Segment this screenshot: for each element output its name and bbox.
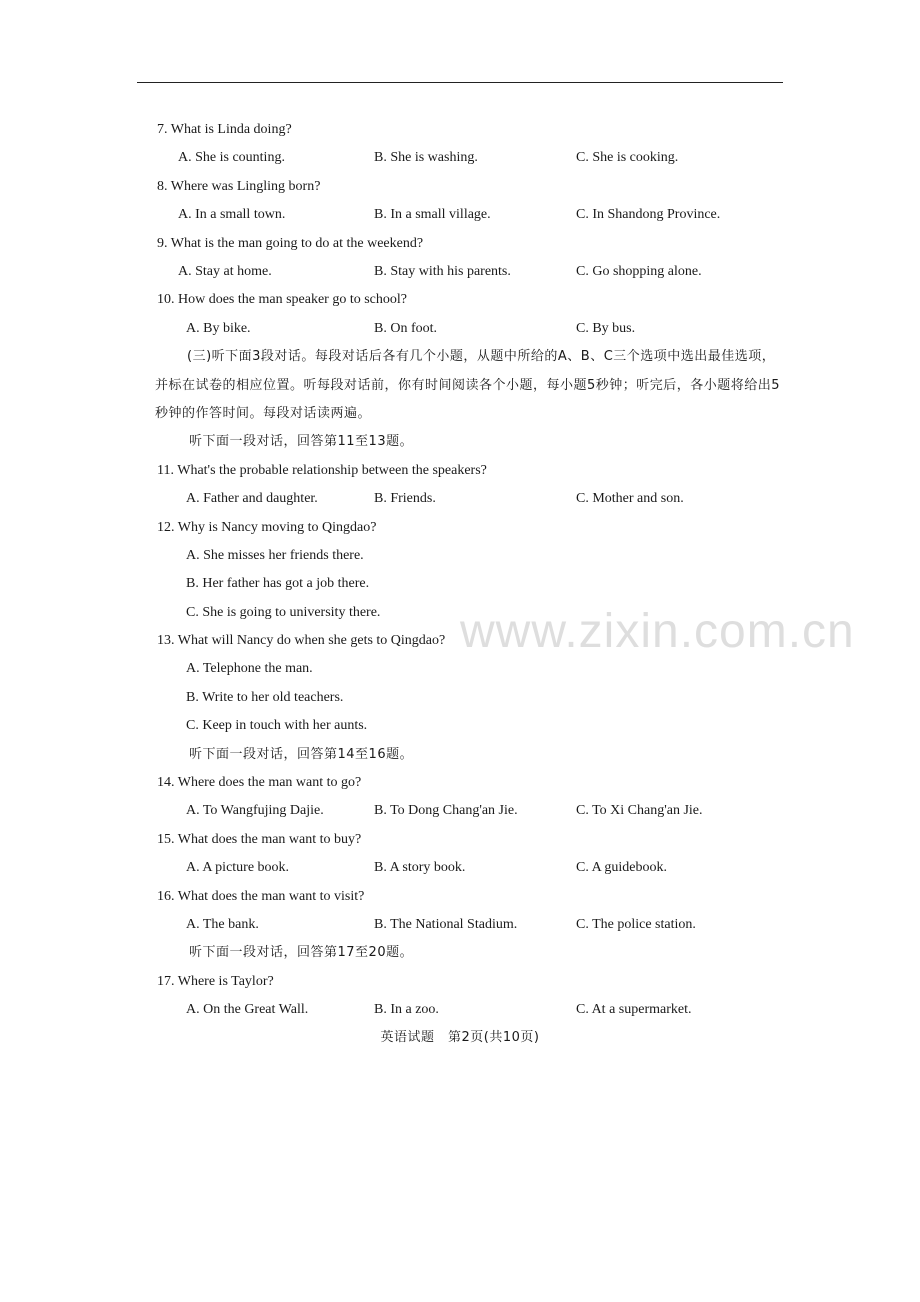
options-9 xyxy=(157,258,783,286)
option-c: C. She is cooking. xyxy=(576,150,679,166)
options-10 xyxy=(157,315,783,343)
option-b: B. Her father has got a job there. xyxy=(186,576,370,592)
option-b: B. Write to her old teachers. xyxy=(186,689,344,705)
option-c: C. She is going to university there. xyxy=(186,604,381,620)
option-a: A. On the Great Wall. xyxy=(186,1002,309,1018)
dialogue-instruction-2: 听下面一段对话，回答第14至16题。 xyxy=(189,746,414,762)
question-8: 8. Where was Lingling born? xyxy=(157,178,321,194)
option-c: C. Keep in touch with her aunts. xyxy=(186,718,368,734)
watermark: www.zixin.com.cn xyxy=(460,605,855,658)
option-b: B. In a zoo. xyxy=(374,1002,439,1018)
top-rule xyxy=(137,82,783,83)
question-10: 10. How does the man speaker go to school? xyxy=(157,292,407,308)
option-a: A. The bank. xyxy=(186,916,259,932)
option-c: C. To Xi Chang'an Jie. xyxy=(576,803,703,819)
section-3-instructions: (三)听下面3段对话。每段对话后各有几个小题，从题中所给的A、B、C三个选项中选出最佳选项，并标在试卷的相应位置。听每段对话前，你有时间阅读各个小题，每小题5秒钟；听完后，各小题将给出5秒钟的作答时间。每段对话读两遍。 xyxy=(155,349,781,421)
dialogue-instruction-1: 听下面一段对话，回答第11至13题。 xyxy=(189,434,414,450)
option-a: A. Stay at home. xyxy=(178,263,272,279)
dialogue-instruction-3: 听下面一段对话，回答第17至20题。 xyxy=(189,945,414,961)
page-footer: 英语试题 第2页(共10页) xyxy=(380,1030,540,1045)
option-c: C. A guidebook. xyxy=(576,860,668,876)
option-a: A. Father and daughter. xyxy=(186,491,318,507)
option-a: A. By bike. xyxy=(186,320,251,336)
options-8 xyxy=(157,201,783,229)
question-15: 15. What does the man want to buy? xyxy=(157,831,362,847)
exam-page-content xyxy=(157,116,783,1025)
option-a: A. To Wangfujing Dajie. xyxy=(186,803,324,819)
option-c: C. The police station. xyxy=(576,916,696,932)
option-b: B. In a small village. xyxy=(374,207,491,223)
question-12: 12. Why is Nancy moving to Qingdao? xyxy=(157,519,377,535)
option-c: C. In Shandong Province. xyxy=(576,207,721,223)
question-16: 16. What does the man want to visit? xyxy=(157,888,365,904)
question-14: 14. Where does the man want to go? xyxy=(157,775,362,791)
option-a: A. In a small town. xyxy=(178,207,286,223)
option-b: B. Stay with his parents. xyxy=(374,263,511,279)
question-17: 17. Where is Taylor? xyxy=(157,973,274,989)
question-13: 13. What will Nancy do when she gets to Qingdao? xyxy=(157,633,446,649)
option-b: B. On foot. xyxy=(374,320,437,336)
question-11: 11. What's the probable relationship between the speakers? xyxy=(157,462,487,478)
question-9: 9. What is the man going to do at the weekend? xyxy=(157,235,424,251)
options-14 xyxy=(157,797,783,825)
options-16 xyxy=(157,911,783,939)
option-b: B. She is washing. xyxy=(374,150,478,166)
option-a: A. Telephone the man. xyxy=(186,661,313,677)
option-a: A. A picture book. xyxy=(186,860,290,876)
option-c: C. Mother and son. xyxy=(576,491,684,507)
option-a: A. She is counting. xyxy=(178,150,285,166)
option-b: B. To Dong Chang'an Jie. xyxy=(374,803,518,819)
options-7 xyxy=(157,144,783,172)
option-b: B. The National Stadium. xyxy=(374,916,518,932)
options-15 xyxy=(157,854,783,882)
option-c: C. At a supermarket. xyxy=(576,1002,692,1018)
option-c: C. Go shopping alone. xyxy=(576,263,702,279)
option-b: B. Friends. xyxy=(374,491,436,507)
options-11 xyxy=(157,485,783,513)
option-b: B. A story book. xyxy=(374,860,466,876)
option-c: C. By bus. xyxy=(576,320,636,336)
question-7: 7. What is Linda doing? xyxy=(157,122,292,137)
option-a: A. She misses her friends there. xyxy=(186,547,364,563)
options-17 xyxy=(157,996,783,1024)
